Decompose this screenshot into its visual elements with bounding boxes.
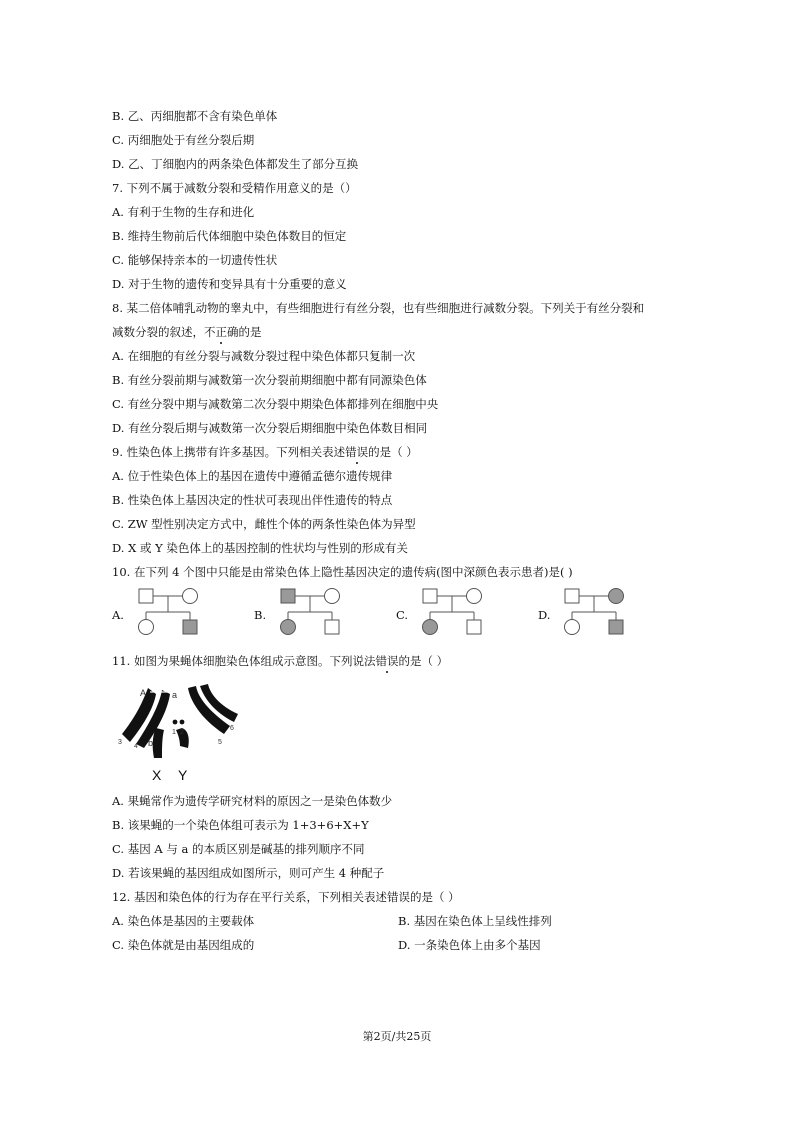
q12-option-a: A. 染色体是基因的主要载体 <box>112 914 255 928</box>
q9-option-c: C. ZW 型性别决定方式中，雌性个体的两条性染色体为异型 <box>112 517 416 531</box>
pedigree-label-a: A. <box>112 608 124 622</box>
q9-text-end: 的是（ ） <box>368 445 418 459</box>
pedigree-label-d: D. <box>538 608 551 622</box>
label-2: 2 <box>180 729 184 736</box>
q12-option-b: B. 基因在染色体上呈线性排列 <box>398 914 552 928</box>
option-c-text: C. 丙细胞处于有丝分裂后期 <box>112 133 255 147</box>
q12-option-d: D. 一条染色体上由多个基因 <box>398 938 541 952</box>
q9-option-b: B. 性染色体上基因决定的性状可表现出伴性遗传的特点 <box>112 493 393 507</box>
gene-label-a: a <box>172 690 178 700</box>
q8-option-d: D. 有丝分裂后期与减数第一次分裂后期细胞中染色体数目相同 <box>112 421 428 435</box>
q11-text: 11. 如图为果蝇体细胞染色体组成示意图。下列说法 <box>112 654 376 668</box>
question-8-line2 <box>112 324 262 340</box>
pedigree-c-diagram <box>420 586 490 644</box>
q11-text-end: 的是（ ） <box>398 654 449 668</box>
option-b-text: B. 乙、丙细胞都不含有染色单体 <box>112 109 278 123</box>
q11-option-c: C. 基因 A 与 a 的本质区别是碱基的排列顺序不同 <box>112 842 365 856</box>
question-11 <box>112 653 448 669</box>
q8-option-a: A. 在细胞的有丝分裂与减数分裂过程中染色体都只复制一次 <box>112 349 416 363</box>
fruitfly-chromosome-figure <box>116 684 240 784</box>
q12-option-c: C. 染色体就是由基因组成的 <box>112 938 255 952</box>
q11-option-a: A. 果蝇常作为遗传学研究材料的原因之一是染色体数少 <box>112 794 393 808</box>
pedigree-a-diagram <box>136 586 206 644</box>
label-x: X <box>152 767 162 783</box>
chromosome-x <box>153 728 164 758</box>
question-12: 12. 基因和染色体的行为存在平行关系，下列相关表述错误的是（ ） <box>112 890 460 904</box>
label-5: 5 <box>218 739 222 746</box>
question-9 <box>112 444 418 460</box>
gene-label-A: A <box>140 688 147 698</box>
q8-option-c: C. 有丝分裂中期与减数第二次分裂中期染色体都排列在细胞中央 <box>112 397 439 411</box>
option-d-text: D. 乙、丁细胞内的两条染色体都发生了部分互换 <box>112 157 359 171</box>
label-3: 3 <box>118 739 122 746</box>
question-7: 7. 下列不属于减数分裂和受精作用意义的是（） <box>112 181 357 195</box>
pedigree-b-diagram <box>278 586 348 644</box>
pedigree-label-c: C. <box>396 608 409 622</box>
pedigree-label-b: B. <box>254 608 267 622</box>
label-6: 6 <box>230 725 234 732</box>
page-footer: 第2页/共25页 <box>362 1030 432 1043</box>
q7-option-c: C. 能够保持亲本的一切遗传性状 <box>112 253 278 267</box>
pedigree-d-diagram <box>562 586 632 644</box>
q11-option-d: D. 若该果蝇的基因组成如图所示，则可产生 4 种配子 <box>112 866 385 880</box>
q7-option-b: B. 维持生物前后代体细胞中染色体数目的恒定 <box>112 229 347 243</box>
label-y: Y <box>178 767 188 783</box>
q11-emphasis: 错误 <box>375 654 399 668</box>
gene-label-b: b <box>148 738 154 748</box>
q8-text-end: 的是 <box>238 325 262 339</box>
q11-option-b: B. 该果蝇的一个染色体组可表示为 1+3+6+X+Y <box>112 818 369 832</box>
q9-option-a: A. 位于性染色体上的基因在遗传中遵循孟德尔遗传规律 <box>112 469 393 483</box>
question-10: 10. 在下列 4 个图中只能是由常染色体上隐性基因决定的遗传病(图中深颜色表示患者)是( ) <box>112 565 573 579</box>
q9-option-d: D. X 或 Y 染色体上的基因控制的性状均与性别的形成有关 <box>112 541 408 555</box>
chromosome-2 <box>180 720 185 725</box>
q9-text: 9. 性染色体上携带有许多基因。下列相关表述 <box>112 445 346 459</box>
chromosome-1 <box>173 720 178 725</box>
q7-option-d: D. 对于生物的遗传和变异具有十分重要的意义 <box>112 277 347 291</box>
q9-emphasis: 错误 <box>345 445 369 459</box>
q7-option-a: A. 有利于生物的生存和进化 <box>112 205 255 219</box>
q8-text: 减数分裂的叙述， <box>112 325 204 339</box>
q8-option-b: B. 有丝分裂前期与减数第一次分裂前期细胞中都有同源染色体 <box>112 373 427 387</box>
label-4: 4 <box>134 743 138 750</box>
q8-emphasis: 不正确 <box>204 325 239 339</box>
question-8-line1: 8. 某二倍体哺乳动物的睾丸中，有些细胞进行有丝分裂，也有些细胞进行减数分裂。下列关于有丝分裂和 <box>112 301 645 315</box>
label-1: 1 <box>172 729 176 736</box>
